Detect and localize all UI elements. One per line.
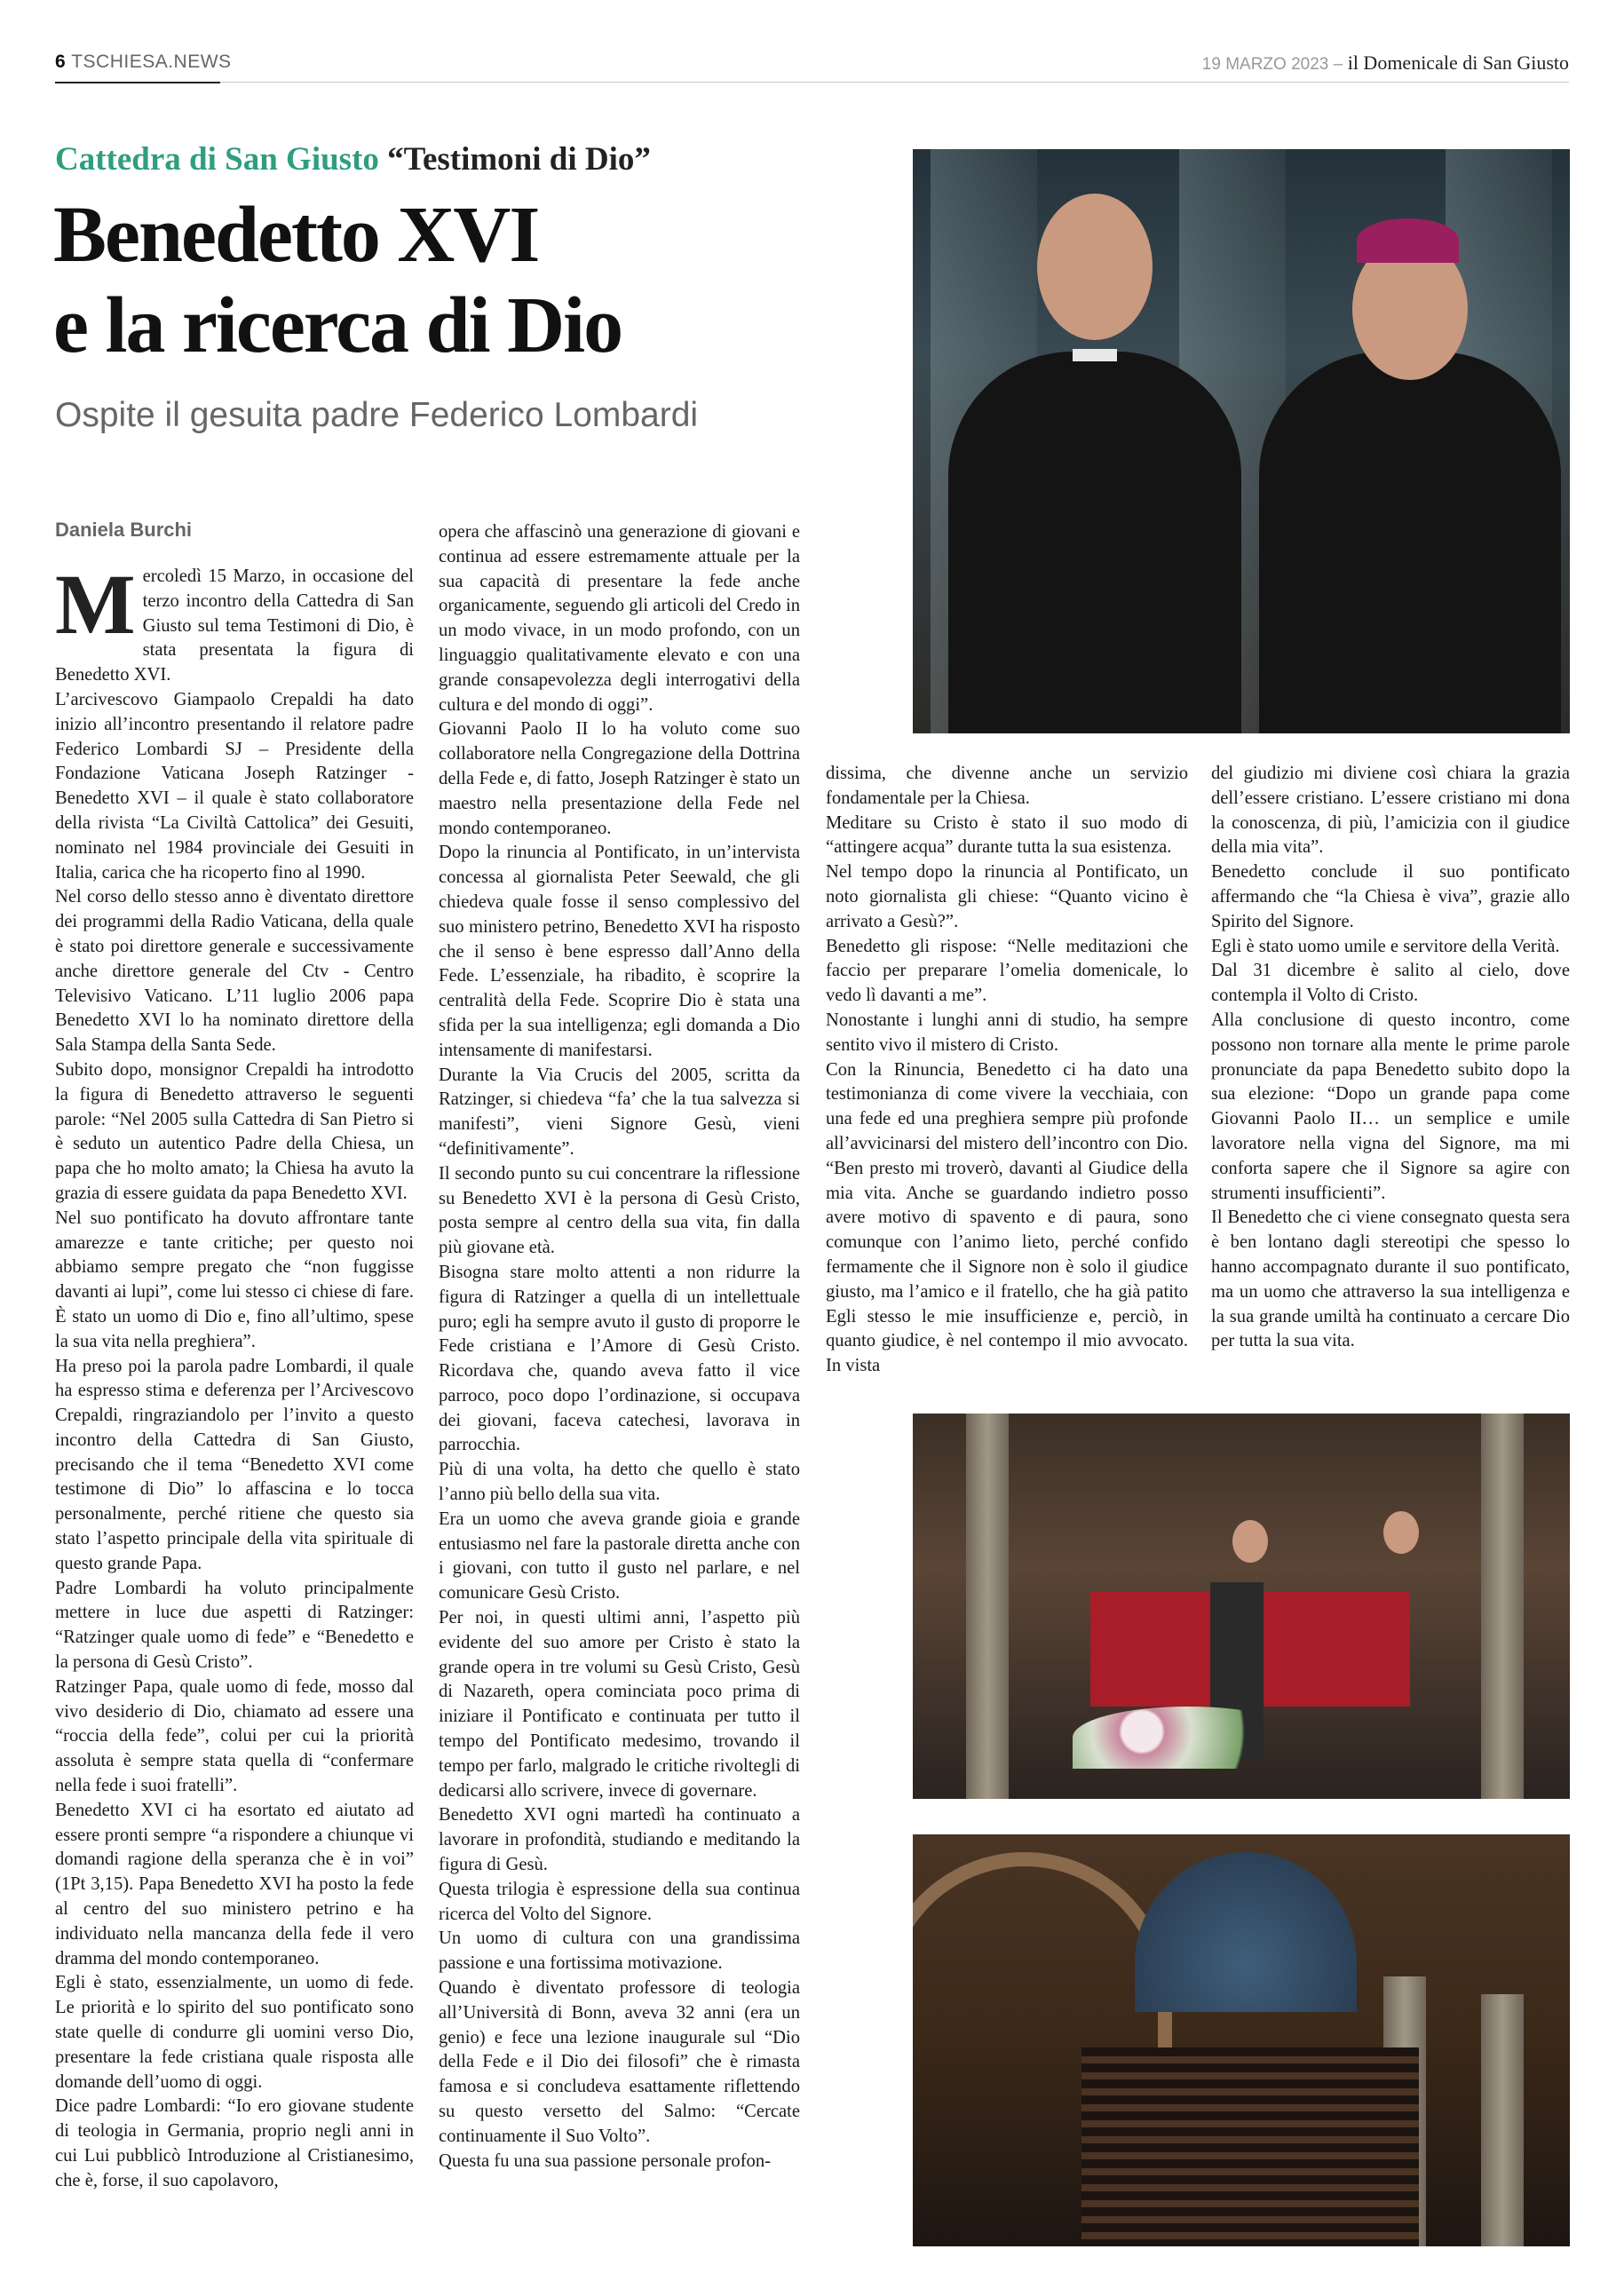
photo-conference-table — [913, 1414, 1570, 1799]
issue-date: 19 MARZO 2023 – — [1201, 55, 1343, 74]
body-column-3 — [826, 762, 1188, 1379]
paragraph: del giudizio mi diviene così chiara la grazia dell’essere cristiano. L’essere cristiano mi dona la conoscenza, di più, l’amicizia con il giudice della mia vita”. — [1211, 764, 1570, 858]
paragraph: Padre Lombardi ha voluto principalmente mettere in luce due aspetti di Ratzinger: “Ratzinger quale uomo di fede” e “Benedetto e la persona di Gesù Cristo”. — [55, 1578, 414, 1673]
paragraph: Egli è stato, essenzialmente, un uomo di fede. Le priorità e lo spirito del suo pontificato sono state quelle di condurre gli uomini verso Dio, presentare la fede cristiana quale risposta alle domande dell’uomo di oggi. — [55, 1973, 414, 2092]
paragraph: Benedetto conclude il suo pontificato affermando che “la Chiesa è viva”, grazie allo Spirito del Signore. — [1211, 862, 1570, 931]
paragraph: Giovanni Paolo II lo ha voluto come suo collaboratore nella Congregazione della Dottrina della Fede e, di fatto, Joseph Ratzinger è stato un maestro nella presentazione della Fede nel mondo contemporaneo. — [439, 719, 800, 838]
paragraph: L’arcivescovo Giampaolo Crepaldi ha dato inizio all’incontro presentando il relatore padre Federico Lombardi SJ – Presidente della Fondazione Vaticana Joseph Ratzinger - Benedetto XVI – il quale è stato collaboratore della rivista “La Civiltà Cattolica” dei Gesuiti, nominato nel 1984 provinciale dei Gesuiti in Italia, carica che ha ricoperto fino al 1990. — [55, 689, 414, 883]
paragraph: Questa fu una sua passione personale profon- — [439, 2150, 772, 2171]
photo-pillar — [1481, 1994, 1524, 2246]
photo-speaker-right — [1383, 1511, 1419, 1554]
author-byline: Daniela Burchi — [55, 519, 193, 541]
paragraph: Per noi, in questi ultimi anni, l’aspetto più evidente del suo amore per Cristo è stato la grande opera in tre volumi su Gesù Cristo, Gesù di Nazareth, opera cominciata poco prima di iniziare il Pontificato e continuata per tutto il tempo del Pontificato medesimo, trovando il tempo per farlo, malgrado le critiche rivoltegli di dedicarsi allo scrivere, invece di governare. — [439, 1608, 800, 1801]
paragraph: dissima, che divenne anche un servizio fondamentale per la Chiesa. — [826, 764, 1188, 808]
header-section — [55, 51, 232, 73]
paragraph: Benedetto XVI ogni martedì ha continuato a lavorare in profondità, studiando e meditando la figura di Gesù. — [439, 1805, 800, 1875]
headline-line-2: e la ricerca di Dio — [53, 281, 622, 369]
paragraph: Con la Rinuncia, Benedetto ci ha dato una testimonianza di come vivere la vecchiaia, con una fede ed una preghiera sempre più profonde all’avvicinarsi del mistero dell’incontro con Dio. “Ben presto mi troverò, davanti al Giudice della mia vita. Anche se guardando indietro posso avere motivo di spavento e di paura, sono comunque con l’animo lieto, perché confido fermamente che il Signore non è solo il giudice giusto, ma l’amico e il fratello, che ha già patito Egli stesso le mie insufficienze e, perciò, in quanto giudice, è nel contempo il mio avvocato. In vista — [826, 1059, 1188, 1376]
paragraph: Bisogna stare molto attenti a non ridurre la figura di Ratzinger a quella di un intellettuale puro; egli ha sempre avuto il gusto di proporre le Fede cristiana e l’Amore di Gesù Cristo. Ricordava che, quando aveva fatto il vice parroco, poco dopo l’ordinazione, si occupava dei giovani, faceva catechesi, lavorava in parrocchia. — [439, 1262, 800, 1455]
body-column-1 — [55, 557, 414, 2194]
paragraph: Meditare su Cristo è stato il suo modo di “attingere acqua” durante tutta la sua esistenza. — [826, 812, 1188, 858]
page-number: 6 — [55, 51, 67, 72]
photo-collar — [1073, 349, 1117, 361]
article-headline — [53, 190, 888, 371]
paragraph: Il Benedetto che ci viene consegnato questa sera è ben lontano dagli stereotipi che spesso lo hanno accompagnato durante il suo pontificato, ma un uomo che attraverso la sua intelligenza e la sua grande umiltà ha continuato a cercare Dio per tutta la sua vita. — [1211, 1208, 1570, 1351]
publication-name: il Domenicale di San Giusto — [1347, 51, 1569, 74]
paragraph: Nel suo pontificato ha dovuto affrontare tante amarezze e tante critiche; per questo noi abbiamo sempre pregato che “non fuggisse davanti ai lupi”, come lui stesso ci chiese di fare. È stato un uomo di Dio e, fino all’ultimo, spese la sua vita nella preghiera”. — [55, 1208, 414, 1351]
paragraph: Era un uomo che aveva grande gioia e grande entusiasmo nel fare la pastorale diretta anche con i giovani, con tutto il gusto nel parlare, e nel comunicare Gesù Cristo. — [439, 1509, 800, 1604]
article-kicker — [55, 140, 651, 178]
paragraph: Ha preso poi la parola padre Lombardi, il quale ha espresso stima e deferenza per l’Arcivescovo Crepaldi, ringraziandolo per l’invito a questo incontro della Cattedra di San Giusto, precisando che il tema “Benedetto XVI come testimone di Dio” lo affascina e lo tocca personalmente, perché ritiene che questo sia stato l’aspetto principale della vita spirituale di questo grande Papa. — [55, 1356, 414, 1573]
paragraph: Durante la Via Crucis del 2005, scritta da Ratzinger, si chiedeva “fa’ che la tua salvezza si manifesti”, vieni Signore Gesù, vieni “definitivamente”. — [439, 1065, 800, 1159]
paragraph: Ratzinger Papa, quale uomo di fede, mosso dal vivo desiderio di Dio, chiamato ad essere una “roccia della fede”, colui per cui la priorità assoluta è sempre stata quella di “confermare nella fede i suoi fratelli”. — [55, 1676, 414, 1796]
body-column-2 — [439, 520, 800, 2174]
paragraph: Questa trilogia è espressione della sua continua ricerca del Volto del Signore. — [439, 1879, 800, 1924]
photo-figure-right — [1259, 352, 1561, 733]
article-subhead: Ospite il gesuita padre Federico Lombardi — [55, 396, 699, 434]
body-column-4 — [1211, 762, 1570, 1354]
photo-pillar — [1481, 1414, 1524, 1799]
page-header — [55, 48, 1569, 83]
paragraph: Un uomo di cultura con una grandissima passione e una fortissima motivazione. — [439, 1928, 800, 1974]
paragraph: Dopo la rinuncia al Pontificato, in un’intervista concessa al giornalista Peter Seewald, che gli chiedeva quale fosse il senso complessivo del suo ministero petrino, Benedetto XVI ha risposto che il senso è bene espresso dall’Anno della Fede. L’essenziale, ha ribadito, è scoprire la centralità della Fede. Scoprire Dio è stata una sfida per la sua intelligenza; egli domanda a Dio intensamente di manifestarsi. — [439, 843, 800, 1060]
photo-pillar — [966, 1414, 1009, 1799]
headline-line-1: Benedetto XVI — [53, 191, 539, 279]
photo-figure-left — [948, 352, 1241, 733]
paragraph: Nel tempo dopo la rinuncia al Pontificato, un noto giornalista gli chiese: “Quanto vicino è arrivato a Gesù?”. — [826, 862, 1188, 931]
photo-portrait-two-clergymen — [913, 149, 1570, 733]
paragraph: Egli è stato uomo umile e servitore della Verità. — [1211, 936, 1560, 956]
section-name: TSCHIESA.NEWS — [71, 51, 232, 72]
drop-cap: M — [55, 557, 136, 652]
paragraph: Nonostante i lunghi anni di studio, ha sempre sentito vivo il mistero di Cristo. — [826, 1010, 1188, 1055]
paragraph: Mercoledì 15 Marzo, in occasione del terzo incontro della Cattedra di San Giusto sul tema Testimoni di Dio, è stata presentata la figura di Benedetto XVI. — [55, 557, 414, 685]
paragraph: Dal 31 dicembre è salito al cielo, dove contempla il Volto di Cristo. — [1211, 961, 1570, 1006]
photo-zucchetto — [1357, 218, 1459, 263]
kicker-series: Cattedra di San Giusto — [55, 141, 379, 178]
paragraph: Quando è diventato professore di teologia all’Università di Bonn, aveva 32 anni (era un genio) e fece una lezione inaugurale sul “Dio della Fede e il Dio dei filosofi” che è rimasta famosa e si concludeva esattamente riflettendo su questo versetto del Salmo: “Cercate continuamente il Suo Volto”. — [439, 1978, 800, 2146]
kicker-theme: “Testimoni di Dio” — [387, 141, 651, 178]
photo-speaker-left — [1232, 1520, 1268, 1563]
photo-cathedral-interior — [913, 1834, 1570, 2246]
photo-face-left — [1037, 194, 1153, 340]
paragraph: Nel corso dello stesso anno è diventato direttore dei programmi della Radio Vaticana, della quale è stato poi direttore generale e successivamente anche direttore generale del Ctv - Centro Televisivo Vaticano. L’11 luglio 2006 papa Benedetto XVI lo ha nominato direttore della Sala Stampa della Santa Sede. — [55, 887, 414, 1056]
paragraph: Alla conclusione di questo incontro, come possono non tornare alla mente le prime parole pronunciate da papa Benedetto subito dopo la sua elezione: “Dopo un grande papa come Giovanni Paolo II… un semplice e umile lavoratore nella vigna del Signore, ma mi conforta sapere che il Signore sa agire con strumenti insufficienti”. — [1211, 1010, 1570, 1203]
header-accent-rule — [55, 82, 220, 83]
header-publication — [1202, 51, 1569, 75]
paragraph: Benedetto XVI ci ha esortato ed aiutato ad essere pronti sempre “a rispondere a chiunque vi domandi ragione della speranza che è in voi” (1Pt 3,15). Papa Benedetto XVI ha posto la fede al centro del suo ministero petrino e ha individuato nella mancanza della fede il vero dramma del mondo contemporaneo. — [55, 1800, 414, 1968]
paragraph: Più di una volta, ha detto che quello è stato l’anno più bello della sua vita. — [439, 1460, 800, 1505]
header-divider — [55, 82, 1569, 83]
photo-pews-audience — [1081, 2047, 1419, 2246]
paragraph: opera che affascinò una generazione di giovani e continua ad essere estremamente attuale per la sua capacità di presentare la fede anche organicamente, seguendo gli articoli del Credo in un modo vivace, in un modo profondo, con un linguaggio qualitativamente elevato e con una grande consapevolezza degli interrogativi della cultura e del mondo di oggi”. — [439, 522, 800, 715]
paragraph: Benedetto gli rispose: “Nelle meditazioni che faccio per preparare l’omelia domenicale, lo vedo lì davanti a me”. — [826, 936, 1188, 1006]
paragraph: Il secondo punto su cui concentrare la riflessione su Benedetto XVI è la persona di Gesù Cristo, posta sempre al centro della sua vita, fin dalla più giovane età. — [439, 1163, 800, 1258]
paragraph: Dice padre Lombardi: “Io ero giovane studente di teologia in Germania, proprio negli anni in cui Lui pubblicò Introduzione al Cristianesimo, che è, forse, il suo capolavoro, — [55, 2096, 414, 2190]
photo-flowers — [1073, 1707, 1303, 1769]
paragraph: Subito dopo, monsignor Crepaldi ha introdotto la figura di Benedetto attraverso le seguenti parole: “Nel 2005 sulla Cattedra di San Pietro si è seduto un autentico Padre della Chiesa, un papa che ho molto amato; la Chiesa ha avuto la grazia di essere guidata da papa Benedetto XVI. — [55, 1059, 414, 1203]
photo-apse-mosaic — [1135, 1852, 1357, 2012]
